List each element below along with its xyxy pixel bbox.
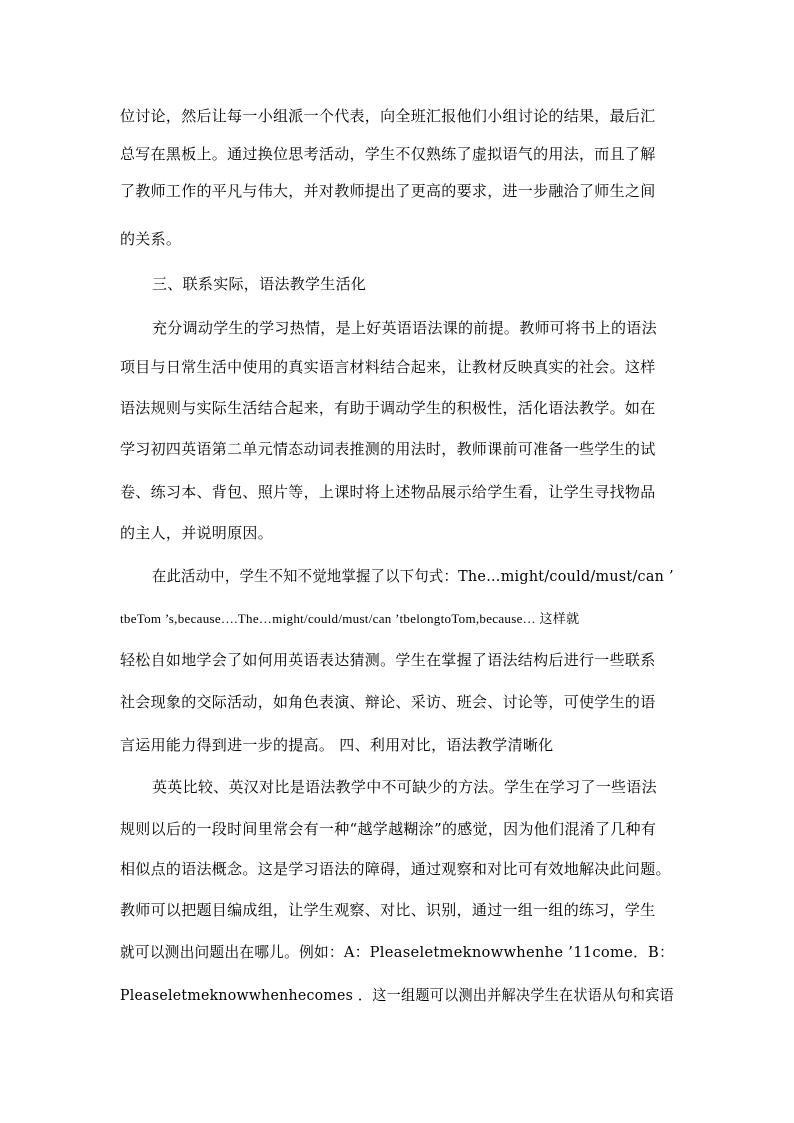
paragraph-line: 社会现象的交际活动，如角色表演、辩论、采访、班会、讨论等，可使学生的语 <box>120 693 656 711</box>
paragraph-line: 相似点的语法概念。这是学习语法的障碍，通过观察和对比可有效地解决此问题。 <box>120 860 671 878</box>
paragraph-line: 的关系。 <box>120 230 182 248</box>
paragraph-line: 了教师工作的平凡与伟大，并对教师提出了更高的要求，进一步融洽了师生之间 <box>120 182 656 200</box>
paragraph-line: 的主人，并说明原因。 <box>120 524 274 542</box>
section-heading: 三、联系实际，语法教学生活化 <box>152 275 367 293</box>
paragraph-line: 英英比较、英汉对比是语法教学中不可缺少的方法。学生在学习了一些语法 <box>152 778 657 796</box>
paragraph-line: 总写在黑板上。通过换位思考活动，学生不仅熟练了虚拟语气的用法，而且了解 <box>120 145 656 163</box>
paragraph-line: tbeTom ’s,because….The…might/could/must/can ’tbelongtoTom,because… 这样就 <box>120 611 580 626</box>
paragraph-line: 在此活动中，学生不知不觉地掌握了以下句式：The…might/could/must/can ’ <box>152 567 674 585</box>
paragraph-line: 充分调动学生的学习热情，是上好英语语法课的前提。教师可将书上的语法 <box>152 319 657 337</box>
paragraph-line: 卷、练习本、背包、照片等，上课时将上述物品展示给学生看，让学生寻找物品 <box>120 483 656 501</box>
paragraph-line: 位讨论，然后让每一小组派一个代表，向全班汇报他们小组讨论的结果，最后汇 <box>120 107 656 125</box>
paragraph-line: 轻松自如地学会了如何用英语表达猜测。学生在掌握了语法结构后进行一些联系 <box>120 651 656 669</box>
paragraph-line: 规则以后的一段时间里常会有一种“越学越糊涂”的感觉，因为他们混淆了几种有 <box>120 820 657 838</box>
paragraph-line: 教师可以把题目编成组，让学生观察、对比、识别，通过一组一组的练习，学生 <box>120 901 656 919</box>
paragraph-line: Pleaseletmeknowwhenhecomes ．这一组题可以测出并解决学生在状语从句和宾语 <box>120 986 674 1004</box>
paragraph-line: 就可以测出问题出在哪儿。例如：A：Pleaseletmeknowwhenhe ’11come．B： <box>120 943 675 961</box>
paragraph-line: 学习初四英语第二单元情态动词表推测的用法时，教师课前可准备一些学生的试 <box>120 440 656 458</box>
paragraph-line: 语法规则与实际生活结合起来，有助于调动学生的积极性，活化语法教学。如在 <box>120 399 656 417</box>
paragraph-line: 言运用能力得到进一步的提高。 四、利用对比，语法教学清晰化 <box>120 736 554 754</box>
paragraph-line: 项目与日常生活中使用的真实语言材料结合起来，让教材反映真实的社会。这样 <box>120 358 656 376</box>
